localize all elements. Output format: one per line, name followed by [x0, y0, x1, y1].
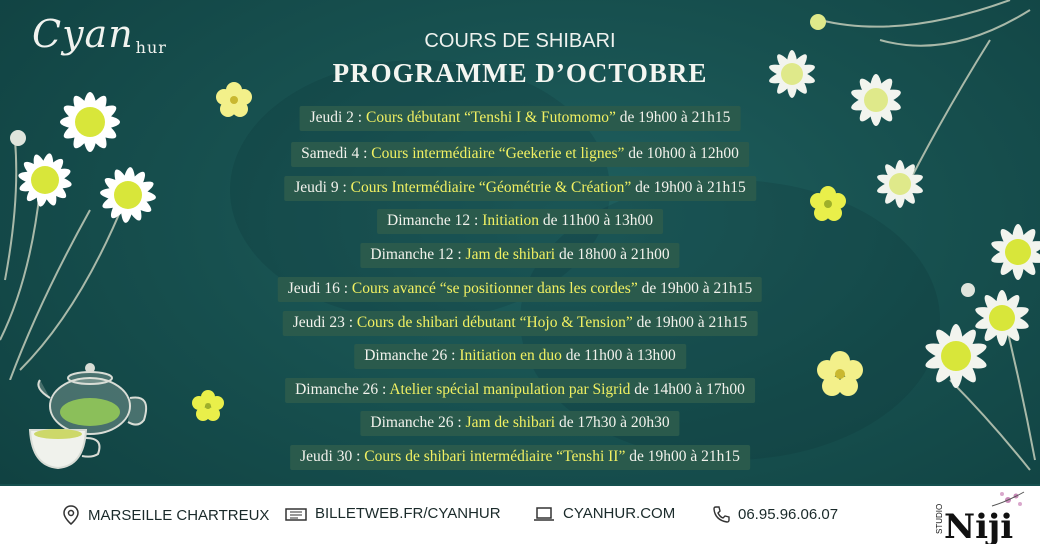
schedule-time: de 18h00 à 21h00: [555, 246, 670, 263]
logo-small-text: hur: [135, 38, 167, 57]
schedule-time: de 11h00 à 13h00: [561, 347, 676, 364]
schedule-day: Samedi 4 :: [301, 145, 372, 162]
schedule-day: Dimanche 26 :: [370, 414, 466, 431]
schedule-row: [291, 142, 749, 167]
schedule-row: [283, 311, 758, 336]
phone-icon: [712, 505, 730, 523]
schedule-row: [377, 209, 663, 234]
schedule-row: [360, 243, 679, 268]
schedule-time: de 11h00 à 13h00: [539, 212, 653, 229]
schedule-day: Jeudi 2 :: [309, 109, 366, 126]
schedule-day: Dimanche 12 :: [370, 246, 466, 263]
schedule-row: [285, 378, 755, 403]
studio-niji-logo: [928, 490, 1028, 544]
schedule-event: Cours intermédiaire “Geekerie et lignes”: [371, 145, 625, 162]
location-text: MARSEILLE CHARTREUX: [88, 506, 270, 524]
schedule-time: de 10h00 à 12h00: [624, 145, 739, 162]
schedule-day: Dimanche 12 :: [387, 212, 483, 229]
chamomile-flowers-left: [0, 80, 200, 380]
schedule-event: Jam de shibari: [465, 414, 556, 431]
logo-main-text: Cyan: [32, 12, 134, 56]
schedule-row: [278, 277, 762, 302]
page-subtitle: COURS DE SHIBARI: [424, 30, 616, 52]
phone-text[interactable]: 06.95.96.06.07: [738, 505, 839, 523]
schedule-day: Jeudi 30 :: [300, 448, 365, 465]
schedule-event: Atelier spécial manipulation par Sigrid: [389, 381, 631, 398]
schedule-row: [300, 106, 741, 131]
footer-location: [62, 505, 269, 525]
schedule-event: Initiation: [482, 212, 540, 229]
page-title: PROGRAMME D’OCTOBRE: [332, 58, 708, 88]
schedule-row: [354, 344, 686, 369]
schedule-time: de 19h00 à 21h15: [631, 179, 746, 196]
schedule-time: de 14h00 à 17h00: [630, 381, 745, 398]
schedule-event: Cours débutant “Tenshi I & Futomomo”: [365, 109, 616, 126]
schedule-row: [284, 176, 756, 201]
schedule-time: de 17h30 à 20h30: [555, 414, 670, 431]
schedule-event: Cours de shibari intermédiaire “Tenshi II”: [364, 448, 626, 465]
schedule-day: Jeudi 16 :: [287, 280, 352, 297]
schedule-event: Jam de shibari: [465, 246, 556, 263]
teapot-illustration: [28, 358, 158, 476]
website-link[interactable]: CYANHUR.COM: [563, 505, 676, 522]
ticket-icon: [285, 506, 307, 522]
schedule-time: de 19h00 à 21h15: [625, 448, 740, 465]
schedule-time: de 19h00 à 21h15: [632, 314, 748, 331]
schedule-day: Dimanche 26 :: [295, 381, 390, 398]
location-pin-icon: [62, 505, 80, 525]
schedule-event: Cours avancé “se positionner dans les cordes”: [351, 280, 638, 297]
schedule-day: Dimanche 26 :: [364, 347, 460, 364]
schedule-time: de 19h00 à 21h15: [615, 109, 731, 126]
footer-phone[interactable]: [712, 505, 838, 523]
schedule-day: Jeudi 23 :: [292, 314, 357, 331]
ticketing-link[interactable]: BILLETWEB.FR/CYANHUR: [315, 505, 501, 522]
schedule-event: Cours Intermédiaire “Géométrie & Création”: [350, 179, 632, 196]
laptop-icon: [533, 506, 555, 522]
schedule-time: de 19h00 à 21h15: [637, 280, 753, 297]
contact-footer: [0, 484, 1040, 548]
svg-text:Niji: Niji: [944, 507, 1014, 544]
schedule-row: [290, 445, 750, 470]
schedule-event: Initiation en duo: [459, 347, 562, 364]
footer-website[interactable]: [533, 505, 675, 522]
schedule-row: [360, 411, 679, 436]
blossom-icon: [188, 386, 228, 426]
schedule-day: Jeudi 9 :: [294, 179, 351, 196]
svg-text:STUDIO: STUDIO: [935, 503, 944, 534]
footer-ticketing[interactable]: [285, 505, 501, 522]
schedule-event: Cours de shibari débutant “Hojo & Tension”: [356, 314, 633, 331]
